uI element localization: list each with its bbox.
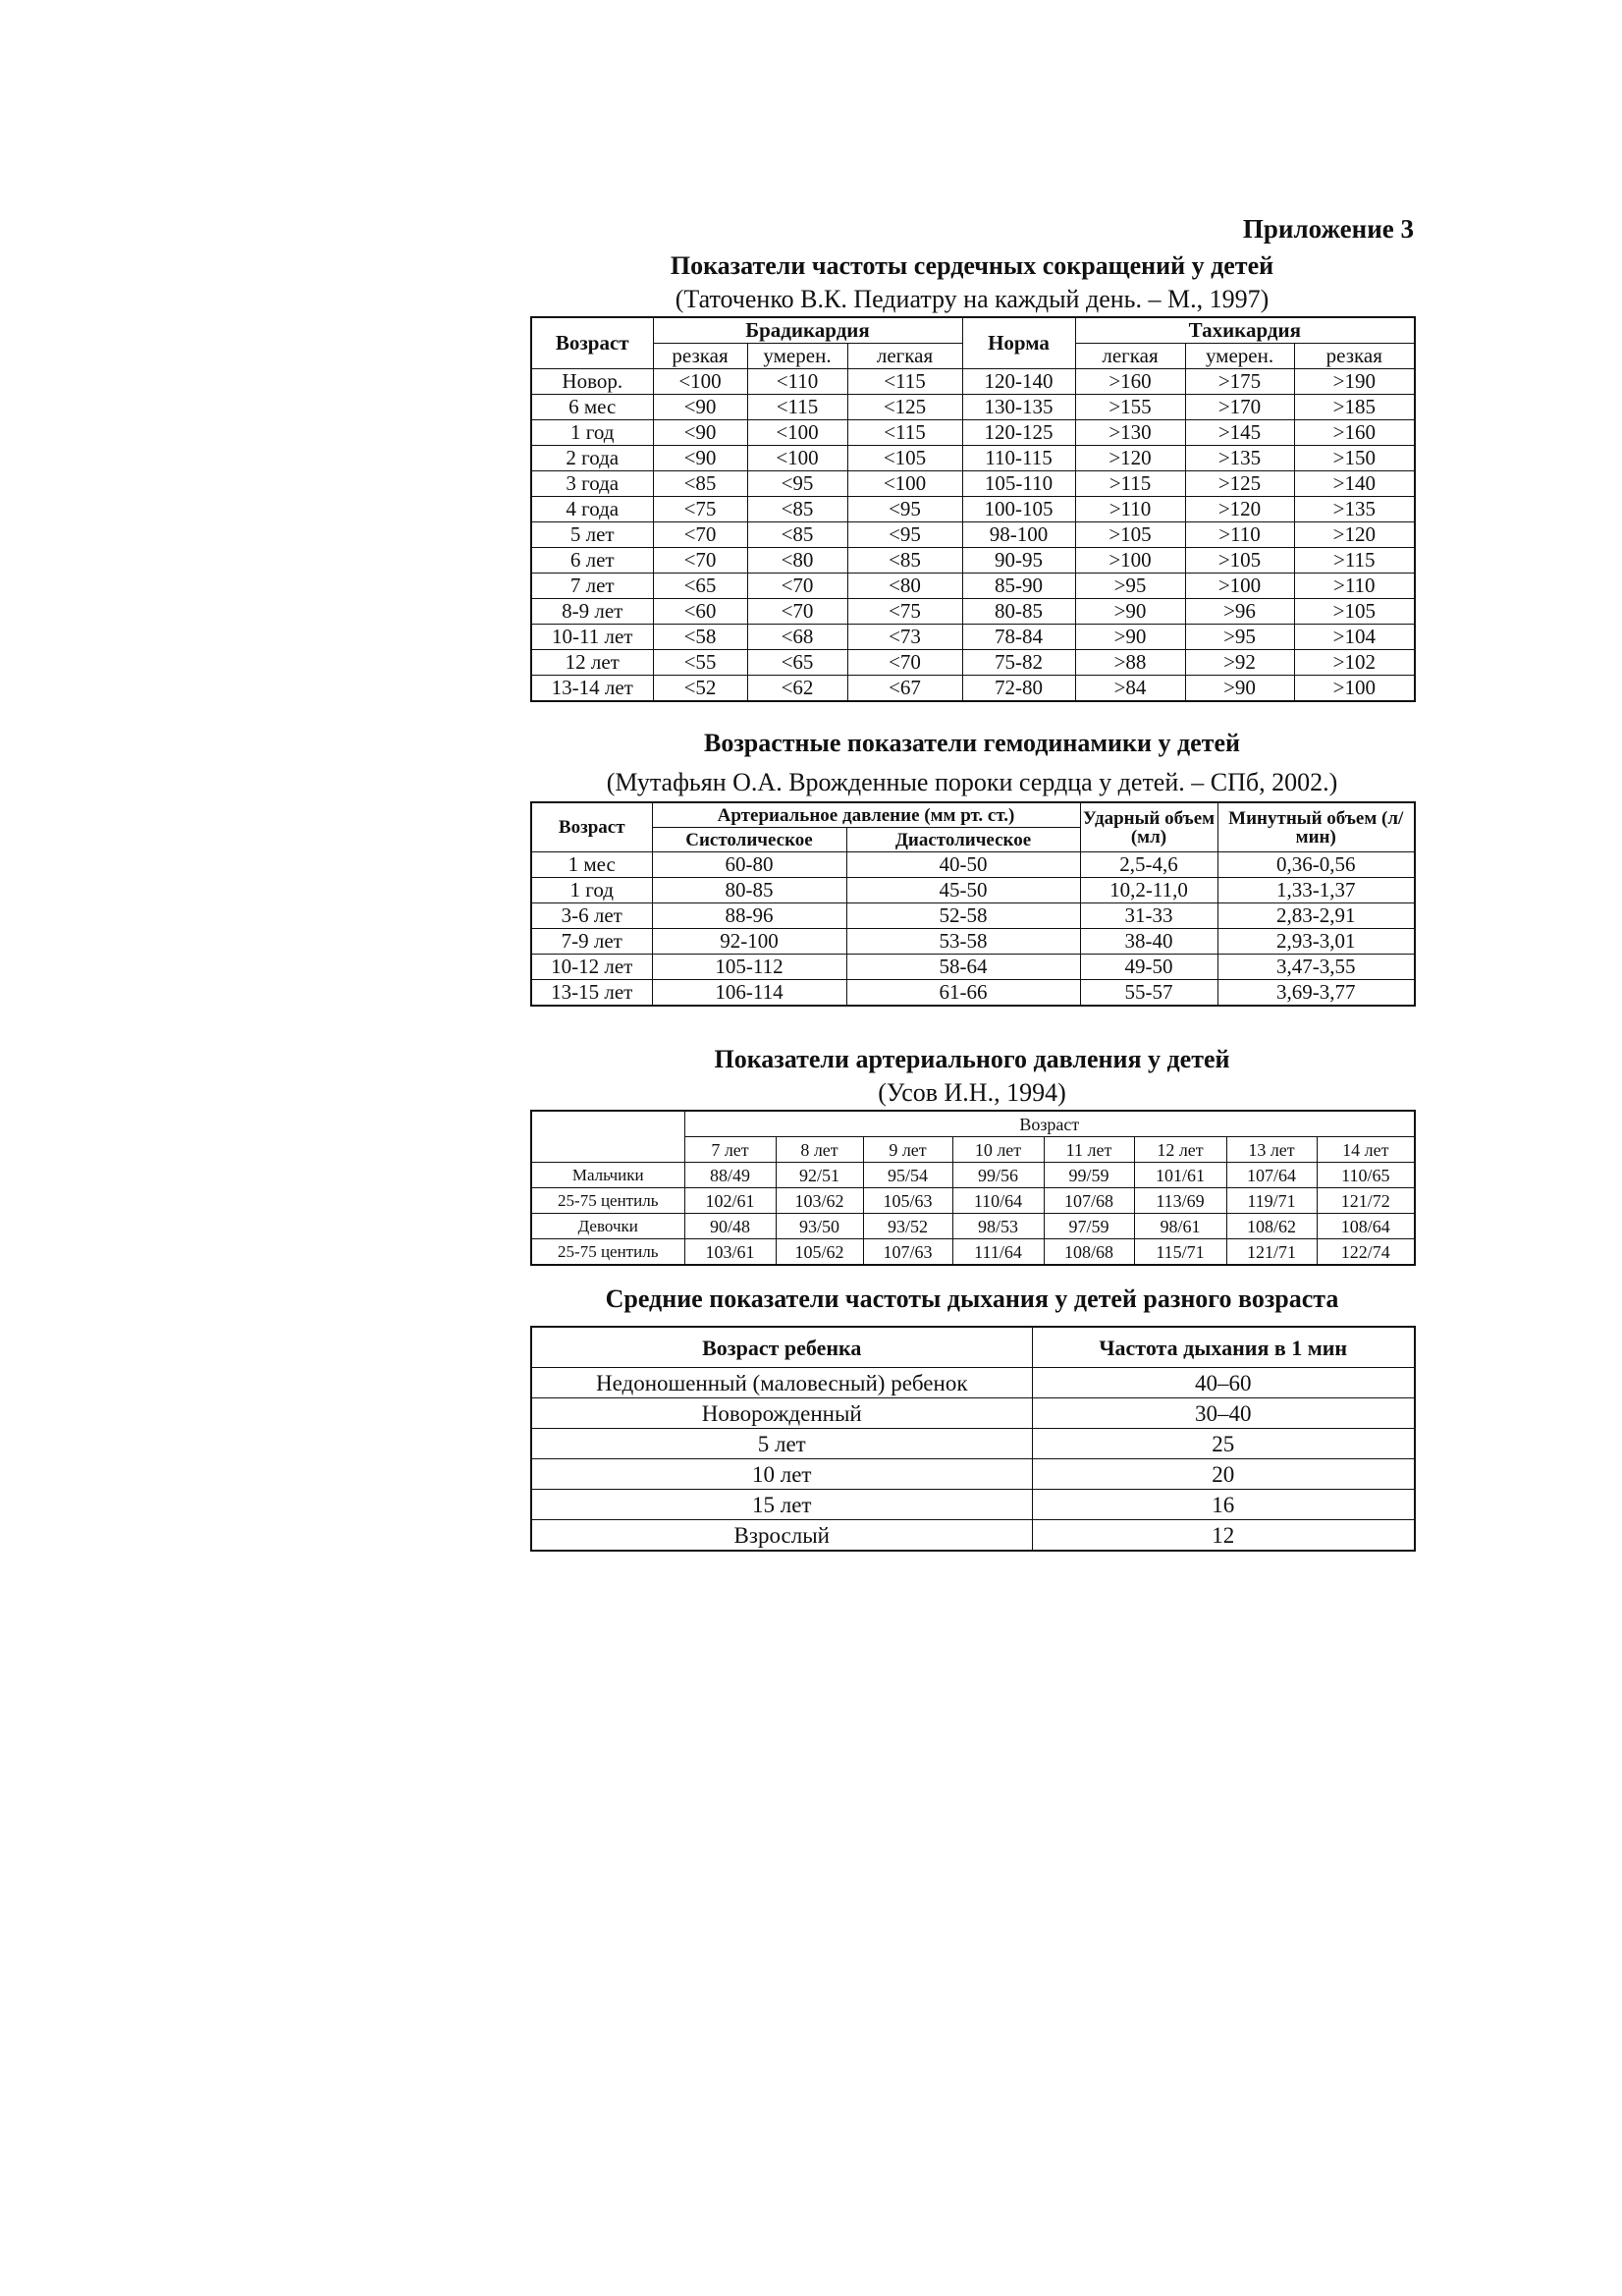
value-cell: <85 bbox=[747, 522, 847, 548]
hemodynamics-title: Возрастные показатели гемодинамики у детей bbox=[704, 729, 1240, 757]
header-diastolic: Диастолическое bbox=[846, 828, 1080, 852]
value-cell: <62 bbox=[747, 676, 847, 702]
value-cell: 75-82 bbox=[962, 650, 1075, 676]
row-label-cell: 2 года bbox=[531, 446, 653, 471]
header-age: Возраст bbox=[684, 1111, 1415, 1137]
value-cell: 55-57 bbox=[1080, 980, 1217, 1007]
value-cell: 12 bbox=[1032, 1520, 1415, 1552]
row-label-cell: 1 год bbox=[531, 420, 653, 446]
value-cell: >95 bbox=[1075, 574, 1185, 599]
value-cell: 53-58 bbox=[846, 929, 1080, 955]
value-cell: 78-84 bbox=[962, 625, 1075, 650]
table-row bbox=[531, 878, 1415, 903]
value-cell: 107/64 bbox=[1226, 1163, 1317, 1188]
table-row bbox=[531, 599, 1415, 625]
value-cell: 97/59 bbox=[1044, 1214, 1134, 1239]
value-cell: 45-50 bbox=[846, 878, 1080, 903]
value-cell: 58-64 bbox=[846, 955, 1080, 980]
value-cell: 52-58 bbox=[846, 903, 1080, 929]
value-cell: >105 bbox=[1075, 522, 1185, 548]
value-cell: >120 bbox=[1185, 497, 1294, 522]
value-cell: >160 bbox=[1294, 420, 1415, 446]
value-cell: 90-95 bbox=[962, 548, 1075, 574]
value-cell: >145 bbox=[1185, 420, 1294, 446]
value-cell: >90 bbox=[1185, 676, 1294, 702]
respiration-section bbox=[530, 1285, 1414, 1552]
table-row bbox=[531, 625, 1415, 650]
value-cell: <55 bbox=[653, 650, 747, 676]
row-label-cell: 13-14 лет bbox=[531, 676, 653, 702]
value-cell: <70 bbox=[653, 548, 747, 574]
value-cell: 88-96 bbox=[652, 903, 846, 929]
value-cell: >135 bbox=[1294, 497, 1415, 522]
value-cell: 110/64 bbox=[952, 1188, 1044, 1214]
value-cell: <90 bbox=[653, 420, 747, 446]
value-cell: <80 bbox=[847, 574, 962, 599]
value-cell: <80 bbox=[747, 548, 847, 574]
value-cell: <70 bbox=[847, 650, 962, 676]
table-row bbox=[531, 676, 1415, 702]
value-cell: <70 bbox=[747, 599, 847, 625]
value-cell: 31-33 bbox=[1080, 903, 1217, 929]
header-stroke-volume: Ударный объем (мл) bbox=[1080, 802, 1217, 852]
value-cell: <68 bbox=[747, 625, 847, 650]
heart-rate-source: (Таточенко В.К. Педиатру на каждый день. – М., 1997) bbox=[675, 285, 1270, 313]
value-cell: <90 bbox=[653, 395, 747, 420]
value-cell: 107/68 bbox=[1044, 1188, 1134, 1214]
value-cell: >102 bbox=[1294, 650, 1415, 676]
value-cell: 25 bbox=[1032, 1429, 1415, 1459]
value-cell: >105 bbox=[1294, 599, 1415, 625]
row-label-cell: Девочки bbox=[531, 1214, 684, 1239]
header-tachy-moderate: умерен. bbox=[1185, 344, 1294, 369]
value-cell: 113/69 bbox=[1134, 1188, 1226, 1214]
value-cell: <58 bbox=[653, 625, 747, 650]
value-cell: <100 bbox=[747, 420, 847, 446]
table-row bbox=[531, 1490, 1415, 1520]
value-cell: >100 bbox=[1185, 574, 1294, 599]
value-cell: 93/52 bbox=[863, 1214, 952, 1239]
value-cell: <85 bbox=[747, 497, 847, 522]
header-age: Возраст bbox=[531, 317, 653, 369]
header-norm: Норма bbox=[962, 317, 1075, 369]
row-label-cell: 6 мес bbox=[531, 395, 653, 420]
header-empty bbox=[531, 1111, 684, 1163]
value-cell: 105/62 bbox=[776, 1239, 863, 1266]
value-cell: 99/59 bbox=[1044, 1163, 1134, 1188]
header-brady-moderate: умерен. bbox=[747, 344, 847, 369]
header-age: Возраст bbox=[531, 802, 652, 852]
value-cell: <70 bbox=[653, 522, 747, 548]
value-cell: 111/64 bbox=[952, 1239, 1044, 1266]
table-row bbox=[531, 1459, 1415, 1490]
row-label-cell: Мальчики bbox=[531, 1163, 684, 1188]
value-cell: <95 bbox=[847, 497, 962, 522]
value-cell: 95/54 bbox=[863, 1163, 952, 1188]
table-row bbox=[531, 1163, 1415, 1188]
value-cell: >190 bbox=[1294, 369, 1415, 395]
table-row bbox=[531, 1398, 1415, 1429]
value-cell: >125 bbox=[1185, 471, 1294, 497]
value-cell: 107/63 bbox=[863, 1239, 952, 1266]
value-cell: 49-50 bbox=[1080, 955, 1217, 980]
row-label-cell: Недоношенный (маловесный) ребенок bbox=[531, 1368, 1032, 1398]
value-cell: 90/48 bbox=[684, 1214, 776, 1239]
value-cell: <65 bbox=[747, 650, 847, 676]
value-cell: 119/71 bbox=[1226, 1188, 1317, 1214]
value-cell: <115 bbox=[747, 395, 847, 420]
value-cell: >105 bbox=[1185, 548, 1294, 574]
value-cell: 105/63 bbox=[863, 1188, 952, 1214]
value-cell: 122/74 bbox=[1317, 1239, 1415, 1266]
value-cell: 40-50 bbox=[846, 852, 1080, 878]
value-cell: >100 bbox=[1294, 676, 1415, 702]
value-cell: 105-110 bbox=[962, 471, 1075, 497]
table-row bbox=[531, 548, 1415, 574]
row-label-cell: 10 лет bbox=[531, 1459, 1032, 1490]
blood-pressure-table bbox=[530, 1110, 1416, 1266]
hemodynamics-source: (Мутафьян О.А. Врожденные пороки сердца у детей. – СПб, 2002.) bbox=[606, 768, 1338, 796]
blood-pressure-title: Показатели артериального давления у детей bbox=[714, 1045, 1230, 1073]
table-row bbox=[531, 1188, 1415, 1214]
value-cell: 98/61 bbox=[1134, 1214, 1226, 1239]
value-cell: 10,2-11,0 bbox=[1080, 878, 1217, 903]
table-row bbox=[531, 395, 1415, 420]
value-cell: 80-85 bbox=[962, 599, 1075, 625]
value-cell: <110 bbox=[747, 369, 847, 395]
value-cell: 16 bbox=[1032, 1490, 1415, 1520]
table-row bbox=[531, 1214, 1415, 1239]
header-systolic: Систолическое bbox=[652, 828, 846, 852]
header-age-8: 8 лет bbox=[776, 1137, 863, 1163]
value-cell: <100 bbox=[747, 446, 847, 471]
row-label-cell: 7 лет bbox=[531, 574, 653, 599]
row-label-cell: Новорожденный bbox=[531, 1398, 1032, 1429]
value-cell: 99/56 bbox=[952, 1163, 1044, 1188]
value-cell: >115 bbox=[1075, 471, 1185, 497]
value-cell: >110 bbox=[1294, 574, 1415, 599]
heart-rate-table bbox=[530, 316, 1416, 702]
row-label-cell: 10-12 лет bbox=[531, 955, 652, 980]
value-cell: >92 bbox=[1185, 650, 1294, 676]
header-respiration-rate: Частота дыхания в 1 мин bbox=[1032, 1327, 1415, 1368]
value-cell: >104 bbox=[1294, 625, 1415, 650]
value-cell: 3,47-3,55 bbox=[1217, 955, 1415, 980]
value-cell: 120-125 bbox=[962, 420, 1075, 446]
value-cell: <65 bbox=[653, 574, 747, 599]
row-label-cell: 13-15 лет bbox=[531, 980, 652, 1007]
value-cell: 121/72 bbox=[1317, 1188, 1415, 1214]
value-cell: 102/61 bbox=[684, 1188, 776, 1214]
row-label-cell: 25-75 центиль bbox=[531, 1188, 684, 1214]
value-cell: 92/51 bbox=[776, 1163, 863, 1188]
row-label-cell: 4 года bbox=[531, 497, 653, 522]
value-cell: 105-112 bbox=[652, 955, 846, 980]
header-age-10: 10 лет bbox=[952, 1137, 1044, 1163]
header-minute-volume: Минутный объем (л/мин) bbox=[1217, 802, 1415, 852]
value-cell: 103/61 bbox=[684, 1239, 776, 1266]
value-cell: 103/62 bbox=[776, 1188, 863, 1214]
value-cell: 80-85 bbox=[652, 878, 846, 903]
row-label-cell: 7-9 лет bbox=[531, 929, 652, 955]
value-cell: 130-135 bbox=[962, 395, 1075, 420]
value-cell: 100-105 bbox=[962, 497, 1075, 522]
value-cell: 93/50 bbox=[776, 1214, 863, 1239]
value-cell: >170 bbox=[1185, 395, 1294, 420]
value-cell: 2,5-4,6 bbox=[1080, 852, 1217, 878]
value-cell: >95 bbox=[1185, 625, 1294, 650]
value-cell: >110 bbox=[1075, 497, 1185, 522]
header-age-11: 11 лет bbox=[1044, 1137, 1134, 1163]
header-brady-light: легкая bbox=[847, 344, 962, 369]
value-cell: 106-114 bbox=[652, 980, 846, 1007]
hemodynamics-table bbox=[530, 801, 1416, 1007]
value-cell: 120-140 bbox=[962, 369, 1075, 395]
value-cell: 115/71 bbox=[1134, 1239, 1226, 1266]
value-cell: >120 bbox=[1075, 446, 1185, 471]
table-row bbox=[531, 955, 1415, 980]
value-cell: <115 bbox=[847, 369, 962, 395]
value-cell: >150 bbox=[1294, 446, 1415, 471]
value-cell: <73 bbox=[847, 625, 962, 650]
table-row bbox=[531, 650, 1415, 676]
value-cell: 2,93-3,01 bbox=[1217, 929, 1415, 955]
value-cell: <85 bbox=[653, 471, 747, 497]
value-cell: 121/71 bbox=[1226, 1239, 1317, 1266]
value-cell: <105 bbox=[847, 446, 962, 471]
value-cell: 108/68 bbox=[1044, 1239, 1134, 1266]
header-blood-pressure: Артериальное давление (мм рт. ст.) bbox=[652, 802, 1080, 828]
value-cell: >135 bbox=[1185, 446, 1294, 471]
value-cell: 101/61 bbox=[1134, 1163, 1226, 1188]
table-row bbox=[531, 497, 1415, 522]
value-cell: >90 bbox=[1075, 625, 1185, 650]
header-age-12: 12 лет bbox=[1134, 1137, 1226, 1163]
hemodynamics-section bbox=[530, 729, 1414, 1007]
value-cell: 3,69-3,77 bbox=[1217, 980, 1415, 1007]
row-label-cell: 3-6 лет bbox=[531, 903, 652, 929]
value-cell: <70 bbox=[747, 574, 847, 599]
row-label-cell: 15 лет bbox=[531, 1490, 1032, 1520]
heart-rate-title: Показатели частоты сердечных сокращений у детей bbox=[670, 251, 1274, 280]
row-label-cell: 12 лет bbox=[531, 650, 653, 676]
table-row bbox=[531, 903, 1415, 929]
value-cell: 30–40 bbox=[1032, 1398, 1415, 1429]
value-cell: 20 bbox=[1032, 1459, 1415, 1490]
value-cell: <95 bbox=[747, 471, 847, 497]
row-label-cell: Новор. bbox=[531, 369, 653, 395]
table-row bbox=[531, 1429, 1415, 1459]
header-tachy-sharp: резкая bbox=[1294, 344, 1415, 369]
row-label-cell: 5 лет bbox=[531, 522, 653, 548]
value-cell: 2,83-2,91 bbox=[1217, 903, 1415, 929]
value-cell: >185 bbox=[1294, 395, 1415, 420]
value-cell: <115 bbox=[847, 420, 962, 446]
table-row bbox=[531, 420, 1415, 446]
value-cell: <95 bbox=[847, 522, 962, 548]
value-cell: <100 bbox=[653, 369, 747, 395]
value-cell: 85-90 bbox=[962, 574, 1075, 599]
value-cell: <52 bbox=[653, 676, 747, 702]
table-row bbox=[531, 929, 1415, 955]
value-cell: 108/64 bbox=[1317, 1214, 1415, 1239]
row-label-cell: 8-9 лет bbox=[531, 599, 653, 625]
respiration-table bbox=[530, 1326, 1416, 1552]
header-tachy-light: легкая bbox=[1075, 344, 1185, 369]
value-cell: >175 bbox=[1185, 369, 1294, 395]
value-cell: >155 bbox=[1075, 395, 1185, 420]
value-cell: >115 bbox=[1294, 548, 1415, 574]
value-cell: >84 bbox=[1075, 676, 1185, 702]
value-cell: <100 bbox=[847, 471, 962, 497]
row-label-cell: 6 лет bbox=[531, 548, 653, 574]
value-cell: 110/65 bbox=[1317, 1163, 1415, 1188]
table-row bbox=[531, 369, 1415, 395]
value-cell: >110 bbox=[1185, 522, 1294, 548]
value-cell: >130 bbox=[1075, 420, 1185, 446]
value-cell: >120 bbox=[1294, 522, 1415, 548]
value-cell: <85 bbox=[847, 548, 962, 574]
value-cell: 92-100 bbox=[652, 929, 846, 955]
table-row bbox=[531, 1520, 1415, 1552]
row-label-cell: 10-11 лет bbox=[531, 625, 653, 650]
value-cell: 108/62 bbox=[1226, 1214, 1317, 1239]
value-cell: 40–60 bbox=[1032, 1368, 1415, 1398]
value-cell: 61-66 bbox=[846, 980, 1080, 1007]
blood-pressure-source: (Усов И.Н., 1994) bbox=[878, 1078, 1066, 1107]
table-row bbox=[531, 1368, 1415, 1398]
table-row bbox=[531, 522, 1415, 548]
value-cell: >88 bbox=[1075, 650, 1185, 676]
header-brady-sharp: резкая bbox=[653, 344, 747, 369]
value-cell: 98-100 bbox=[962, 522, 1075, 548]
table-row bbox=[531, 1239, 1415, 1266]
value-cell: 88/49 bbox=[684, 1163, 776, 1188]
row-label-cell: 3 года bbox=[531, 471, 653, 497]
value-cell: >96 bbox=[1185, 599, 1294, 625]
value-cell: <90 bbox=[653, 446, 747, 471]
value-cell: <67 bbox=[847, 676, 962, 702]
value-cell: 1,33-1,37 bbox=[1217, 878, 1415, 903]
heart-rate-section bbox=[530, 251, 1414, 702]
value-cell: <75 bbox=[847, 599, 962, 625]
table-row bbox=[531, 980, 1415, 1007]
header-tachycardia: Тахикардия bbox=[1075, 317, 1415, 344]
table-row bbox=[531, 852, 1415, 878]
value-cell: <60 bbox=[653, 599, 747, 625]
value-cell: >160 bbox=[1075, 369, 1185, 395]
value-cell: >140 bbox=[1294, 471, 1415, 497]
blood-pressure-section bbox=[530, 1045, 1414, 1266]
row-label-cell: Взрослый bbox=[531, 1520, 1032, 1552]
header-age-14: 14 лет bbox=[1317, 1137, 1415, 1163]
value-cell: >90 bbox=[1075, 599, 1185, 625]
value-cell: <125 bbox=[847, 395, 962, 420]
value-cell: 0,36-0,56 bbox=[1217, 852, 1415, 878]
header-child-age: Возраст ребенка bbox=[531, 1327, 1032, 1368]
appendix-label: Приложение 3 bbox=[1242, 214, 1414, 244]
header-bradycardia: Брадикардия bbox=[653, 317, 962, 344]
row-label-cell: 1 год bbox=[531, 878, 652, 903]
respiration-title: Средние показатели частоты дыхания у детей разного возраста bbox=[605, 1285, 1339, 1313]
row-label-cell: 25-75 центиль bbox=[531, 1239, 684, 1266]
value-cell: >100 bbox=[1075, 548, 1185, 574]
value-cell: 72-80 bbox=[962, 676, 1075, 702]
row-label-cell: 5 лет bbox=[531, 1429, 1032, 1459]
value-cell: <75 bbox=[653, 497, 747, 522]
header-age-13: 13 лет bbox=[1226, 1137, 1317, 1163]
value-cell: 110-115 bbox=[962, 446, 1075, 471]
row-label-cell: 1 мес bbox=[531, 852, 652, 878]
table-row bbox=[531, 574, 1415, 599]
value-cell: 98/53 bbox=[952, 1214, 1044, 1239]
value-cell: 38-40 bbox=[1080, 929, 1217, 955]
table-row bbox=[531, 471, 1415, 497]
table-row bbox=[531, 446, 1415, 471]
value-cell: 60-80 bbox=[652, 852, 846, 878]
header-age-9: 9 лет bbox=[863, 1137, 952, 1163]
header-age-7: 7 лет bbox=[684, 1137, 776, 1163]
